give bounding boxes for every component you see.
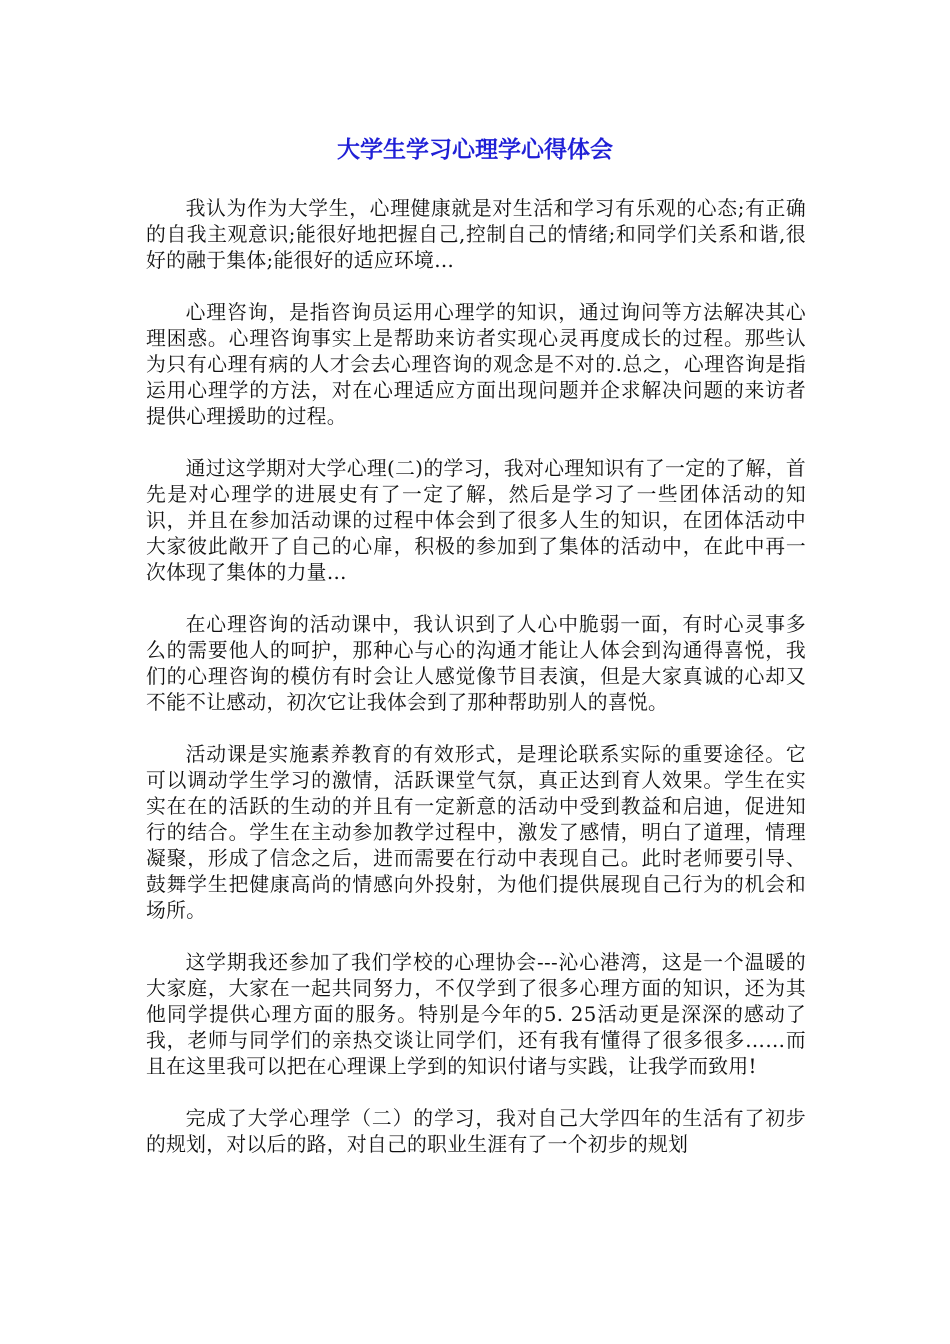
paragraph-7: 完成了大学心理学（二）的学习，我对自己大学四年的生活有了初步的规划，对以后的路，对自己的职业生涯有了一个初步的规划	[146, 1107, 806, 1156]
paragraph-1: 我认为作为大学生，心理健康就是对生活和学习有乐观的心态;有正确的自我主观意识;能很好地把握自己,控制自己的情绪;和同学们关系和谐,很好的融于集体;能很好的适应环境…	[146, 197, 806, 272]
paragraph-3: 通过这学期对大学心理(二)的学习，我对心理知识有了一定的了解，首先是对心理学的进展史有了一定了解，然后是学习了一些团体活动的知识，并且在参加活动课的过程中体会到了很多人生的知识，在团体活动中大家彼此敞开了自己的心扉，积极的参加到了集体的活动中，在此中再一次体现了集体的力量…	[146, 457, 806, 584]
paragraph-6: 这学期我还参加了我们学校的心理协会---沁心港湾，这是一个温暖的大家庭，大家在一起共同努力，不仅学到了很多心理方面的知识，还为其他同学提供心理方面的服务。特别是今年的5. 25活动更是深深的感动了我，老师与同学们的亲热交谈让同学们，还有我有懂得了很多很多……而且在这里我可以把在心理课上学到的知识付诸与实践，让我学而致用!	[146, 951, 806, 1078]
paragraph-2: 心理咨询，是指咨询员运用心理学的知识，通过询问等方法解决其心理困惑。心理咨询事实上是帮助来访者实现心灵再度成长的过程。那些认为只有心理有病的人才会去心理咨询的观念是不对的.总之，心理咨询是指运用心理学的方法，对在心理适应方面出现问题并企求解决问题的来访者提供心理援助的过程。	[146, 301, 806, 428]
paragraph-4: 在心理咨询的活动课中，我认识到了人心中脆弱一面，有时心灵事多么的需要他人的呵护，那种心与心的沟通才能让人体会到沟通得喜悦，我们的心理咨询的模仿有时会让人感觉像节目表演，但是大家真诚的心却又不能不让感动，初次它让我体会到了那种帮助别人的喜悦。	[146, 613, 806, 714]
document-body	[146, 196, 806, 1184]
paragraph-5: 活动课是实施素养教育的有效形式，是理论联系实际的重要途径。它可以调动学生学习的激情，活跃课堂气氛，真正达到育人效果。学生在实实在在的活跃的生动的并且有一定新意的活动中受到教益和启迪，促进知行的结合。学生在主动参加教学过程中，激发了感情，明白了道理，情理凝聚，形成了信念之后，进而需要在行动中表现自己。此时老师要引导、鼓舞学生把健康高尚的情感向外投射，为他们提供展现自己行为的机会和场所。	[146, 743, 806, 922]
document-title: 大学生学习心理学心得体会	[337, 137, 613, 163]
